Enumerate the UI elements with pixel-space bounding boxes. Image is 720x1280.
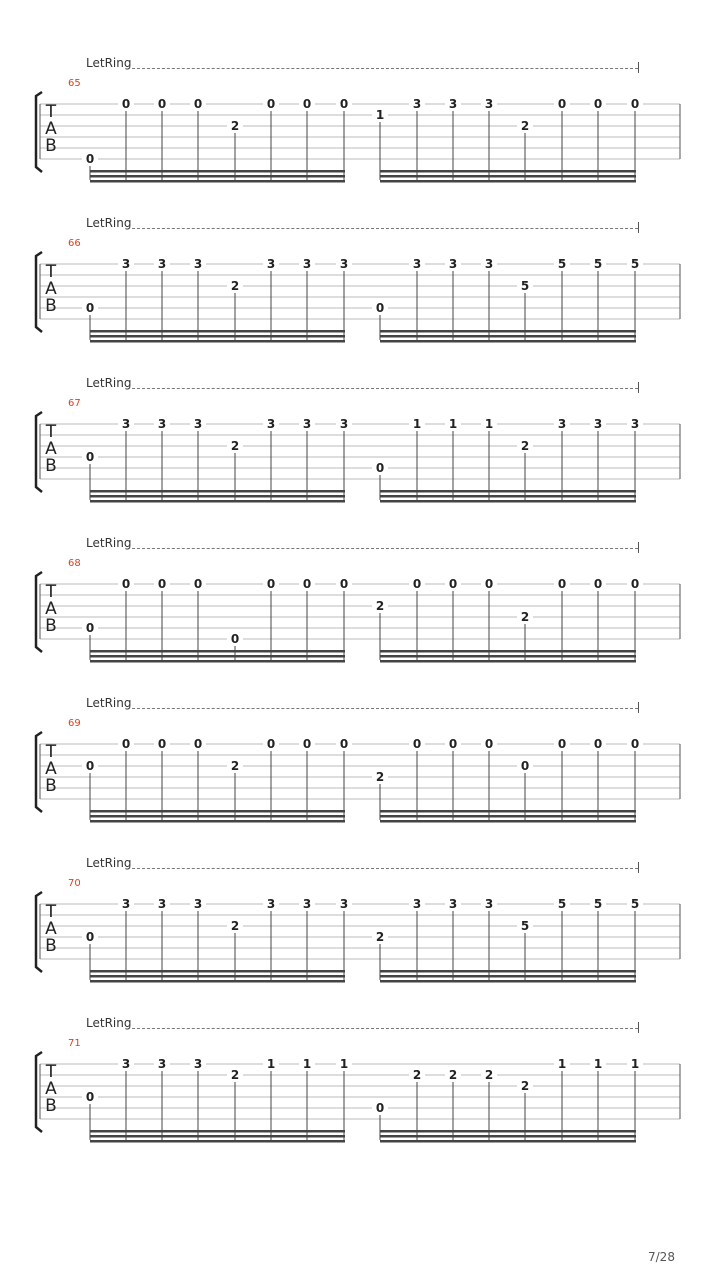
- fret-number: 0: [590, 98, 606, 110]
- fret-number: 3: [190, 1058, 206, 1070]
- fret-number: 0: [554, 98, 570, 110]
- fret-number: 1: [409, 418, 425, 430]
- fret-number: 0: [336, 98, 352, 110]
- beam: [380, 815, 636, 818]
- measure-number: 71: [68, 1038, 81, 1049]
- let-ring-dashed-line: [132, 228, 638, 229]
- fret-number: 2: [517, 611, 533, 623]
- fret-number: 3: [118, 258, 134, 270]
- fret-number: 3: [336, 418, 352, 430]
- fret-number: 3: [190, 418, 206, 430]
- fret-number: 0: [82, 760, 98, 772]
- beam: [380, 660, 636, 663]
- tab-staff: [0, 86, 720, 196]
- fret-number: 5: [627, 898, 643, 910]
- fret-number: 0: [82, 153, 98, 165]
- tab-clef-letter: B: [45, 776, 57, 796]
- beam: [380, 980, 636, 983]
- fret-number: 5: [590, 258, 606, 270]
- beam: [380, 975, 636, 978]
- let-ring-label: LetRing: [86, 216, 132, 230]
- fret-number: 0: [409, 738, 425, 750]
- fret-number: 2: [517, 120, 533, 132]
- fret-number: 0: [82, 622, 98, 634]
- fret-number: 2: [445, 1069, 461, 1081]
- fret-number: 3: [336, 898, 352, 910]
- measure-number: 66: [68, 238, 81, 249]
- let-ring-end-mark: [638, 222, 639, 233]
- beam: [90, 1135, 345, 1138]
- fret-number: 0: [517, 760, 533, 772]
- tab-clef-letter: A: [45, 1079, 57, 1099]
- fret-number: 5: [590, 898, 606, 910]
- fret-number: 3: [445, 258, 461, 270]
- tab-staff: [0, 406, 720, 516]
- fret-number: 2: [517, 1080, 533, 1092]
- beam: [90, 815, 345, 818]
- beam: [90, 810, 345, 813]
- tab-clef-letter: B: [45, 616, 57, 636]
- tab-clef-letter: T: [45, 902, 57, 922]
- beam: [90, 650, 345, 653]
- let-ring-label: LetRing: [86, 696, 132, 710]
- tab-staff: [0, 246, 720, 356]
- let-ring-end-mark: [638, 702, 639, 713]
- fret-number: 3: [190, 898, 206, 910]
- tab-staff: [0, 566, 720, 676]
- fret-number: 0: [372, 462, 388, 474]
- fret-number: 0: [554, 578, 570, 590]
- beam: [380, 335, 636, 338]
- fret-number: 1: [299, 1058, 315, 1070]
- tab-clef-letter: A: [45, 279, 57, 299]
- fret-number: 3: [409, 258, 425, 270]
- tab-clef-letter: B: [45, 936, 57, 956]
- fret-number: 0: [627, 98, 643, 110]
- beam: [380, 820, 636, 823]
- fret-number: 2: [227, 920, 243, 932]
- fret-number: 3: [481, 98, 497, 110]
- fret-number: 3: [263, 418, 279, 430]
- let-ring-end-mark: [638, 62, 639, 73]
- tab-clef-letter: A: [45, 599, 57, 619]
- fret-number: 5: [517, 920, 533, 932]
- fret-number: 3: [445, 98, 461, 110]
- fret-number: 0: [82, 302, 98, 314]
- fret-number: 5: [517, 280, 533, 292]
- beam: [90, 980, 345, 983]
- fret-number: 0: [82, 931, 98, 943]
- beam: [90, 495, 345, 498]
- fret-number: 3: [299, 258, 315, 270]
- fret-number: 3: [590, 418, 606, 430]
- beam: [90, 490, 345, 493]
- let-ring-dashed-line: [132, 708, 638, 709]
- tab-clef-letter: B: [45, 1096, 57, 1116]
- beam: [380, 970, 636, 973]
- measure-number: 69: [68, 718, 81, 729]
- fret-number: 0: [372, 302, 388, 314]
- fret-number: 3: [118, 898, 134, 910]
- tab-clef-letter: A: [45, 759, 57, 779]
- tab-clef-letter: T: [45, 102, 57, 122]
- let-ring-dashed-line: [132, 388, 638, 389]
- fret-number: 0: [627, 738, 643, 750]
- fret-number: 0: [554, 738, 570, 750]
- fret-number: 3: [154, 1058, 170, 1070]
- let-ring-label: LetRing: [86, 1016, 132, 1030]
- beam: [90, 655, 345, 658]
- fret-number: 0: [372, 1102, 388, 1114]
- fret-number: 3: [118, 418, 134, 430]
- beam: [380, 170, 636, 173]
- fret-number: 3: [118, 1058, 134, 1070]
- fret-number: 1: [590, 1058, 606, 1070]
- beam: [380, 650, 636, 653]
- let-ring-dashed-line: [132, 1028, 638, 1029]
- beam: [380, 655, 636, 658]
- fret-number: 3: [263, 258, 279, 270]
- beam: [90, 330, 345, 333]
- let-ring-dashed-line: [132, 68, 638, 69]
- beam: [380, 495, 636, 498]
- fret-number: 0: [82, 451, 98, 463]
- fret-number: 3: [481, 258, 497, 270]
- fret-number: 3: [299, 418, 315, 430]
- beam: [380, 810, 636, 813]
- beam: [380, 490, 636, 493]
- fret-number: 0: [590, 738, 606, 750]
- fret-number: 3: [154, 418, 170, 430]
- fret-number: 0: [190, 98, 206, 110]
- fret-number: 1: [554, 1058, 570, 1070]
- fret-number: 0: [154, 578, 170, 590]
- fret-number: 0: [118, 578, 134, 590]
- fret-number: 0: [336, 738, 352, 750]
- beam: [90, 340, 345, 343]
- fret-number: 1: [372, 109, 388, 121]
- fret-number: 2: [517, 440, 533, 452]
- fret-number: 3: [409, 98, 425, 110]
- let-ring-label: LetRing: [86, 56, 132, 70]
- beam: [380, 330, 636, 333]
- beam: [380, 1140, 636, 1143]
- fret-number: 5: [554, 898, 570, 910]
- page-number: 7/28: [648, 1250, 675, 1264]
- tab-clef-letter: T: [45, 1062, 57, 1082]
- fret-number: 2: [372, 771, 388, 783]
- fret-number: 2: [227, 280, 243, 292]
- fret-number: 0: [481, 578, 497, 590]
- fret-number: 3: [190, 258, 206, 270]
- measure-number: 68: [68, 558, 81, 569]
- fret-number: 0: [118, 738, 134, 750]
- tab-system: [0, 216, 720, 366]
- tab-clef-letter: B: [45, 456, 57, 476]
- fret-number: 0: [263, 578, 279, 590]
- tab-system: [0, 1016, 720, 1166]
- let-ring-end-mark: [638, 382, 639, 393]
- beam: [90, 660, 345, 663]
- tab-clef-letter: B: [45, 136, 57, 156]
- let-ring-label: LetRing: [86, 376, 132, 390]
- beam: [380, 1135, 636, 1138]
- let-ring-end-mark: [638, 542, 639, 553]
- measure-number: 65: [68, 78, 81, 89]
- beam: [90, 500, 345, 503]
- fret-number: 1: [263, 1058, 279, 1070]
- let-ring-label: LetRing: [86, 856, 132, 870]
- tab-clef-letter: T: [45, 262, 57, 282]
- fret-number: 0: [154, 98, 170, 110]
- measure-number: 70: [68, 878, 81, 889]
- tab-clef-letter: T: [45, 422, 57, 442]
- fret-number: 0: [299, 738, 315, 750]
- fret-number: 0: [263, 738, 279, 750]
- fret-number: 0: [409, 578, 425, 590]
- fret-number: 2: [481, 1069, 497, 1081]
- let-ring-end-mark: [638, 862, 639, 873]
- beam: [380, 1130, 636, 1133]
- let-ring-end-mark: [638, 1022, 639, 1033]
- fret-number: 0: [336, 578, 352, 590]
- fret-number: 0: [590, 578, 606, 590]
- tab-staff: [0, 726, 720, 836]
- tab-clef-letter: A: [45, 119, 57, 139]
- beam: [90, 1130, 345, 1133]
- fret-number: 3: [154, 258, 170, 270]
- fret-number: 0: [82, 1091, 98, 1103]
- fret-number: 0: [190, 738, 206, 750]
- fret-number: 3: [299, 898, 315, 910]
- measure-number: 67: [68, 398, 81, 409]
- beam: [90, 180, 345, 183]
- fret-number: 2: [409, 1069, 425, 1081]
- fret-number: 1: [445, 418, 461, 430]
- fret-number: 3: [409, 898, 425, 910]
- fret-number: 0: [627, 578, 643, 590]
- fret-number: 3: [445, 898, 461, 910]
- fret-number: 2: [372, 600, 388, 612]
- let-ring-label: LetRing: [86, 536, 132, 550]
- tab-system: [0, 376, 720, 526]
- fret-number: 3: [336, 258, 352, 270]
- fret-number: 2: [227, 1069, 243, 1081]
- fret-number: 0: [299, 98, 315, 110]
- fret-number: 5: [627, 258, 643, 270]
- tab-staff: [0, 886, 720, 996]
- fret-number: 2: [227, 120, 243, 132]
- fret-number: 2: [227, 440, 243, 452]
- beam: [380, 500, 636, 503]
- fret-number: 0: [227, 633, 243, 645]
- fret-number: 1: [336, 1058, 352, 1070]
- fret-number: 0: [190, 578, 206, 590]
- beam: [380, 175, 636, 178]
- fret-number: 3: [554, 418, 570, 430]
- fret-number: 0: [154, 738, 170, 750]
- fret-number: 0: [118, 98, 134, 110]
- fret-number: 0: [299, 578, 315, 590]
- tab-system: [0, 696, 720, 846]
- fret-number: 1: [627, 1058, 643, 1070]
- fret-number: 0: [263, 98, 279, 110]
- fret-number: 2: [372, 931, 388, 943]
- fret-number: 3: [263, 898, 279, 910]
- tab-clef-letter: B: [45, 296, 57, 316]
- tab-system: [0, 56, 720, 206]
- tab-clef-letter: A: [45, 919, 57, 939]
- let-ring-dashed-line: [132, 548, 638, 549]
- tab-clef-letter: A: [45, 439, 57, 459]
- beam: [90, 335, 345, 338]
- fret-number: 1: [481, 418, 497, 430]
- beam: [380, 340, 636, 343]
- tab-clef-letter: T: [45, 742, 57, 762]
- beam: [90, 970, 345, 973]
- fret-number: 0: [445, 738, 461, 750]
- fret-number: 0: [481, 738, 497, 750]
- tab-system: [0, 856, 720, 1006]
- fret-number: 3: [154, 898, 170, 910]
- fret-number: 2: [227, 760, 243, 772]
- fret-number: 3: [627, 418, 643, 430]
- beam: [380, 180, 636, 183]
- fret-number: 0: [445, 578, 461, 590]
- tab-staff: [0, 1046, 720, 1156]
- fret-number: 3: [481, 898, 497, 910]
- beam: [90, 820, 345, 823]
- beam: [90, 975, 345, 978]
- tab-system: [0, 536, 720, 686]
- fret-number: 5: [554, 258, 570, 270]
- beam: [90, 1140, 345, 1143]
- beam: [90, 175, 345, 178]
- beam: [90, 170, 345, 173]
- tab-clef-letter: T: [45, 582, 57, 602]
- let-ring-dashed-line: [132, 868, 638, 869]
